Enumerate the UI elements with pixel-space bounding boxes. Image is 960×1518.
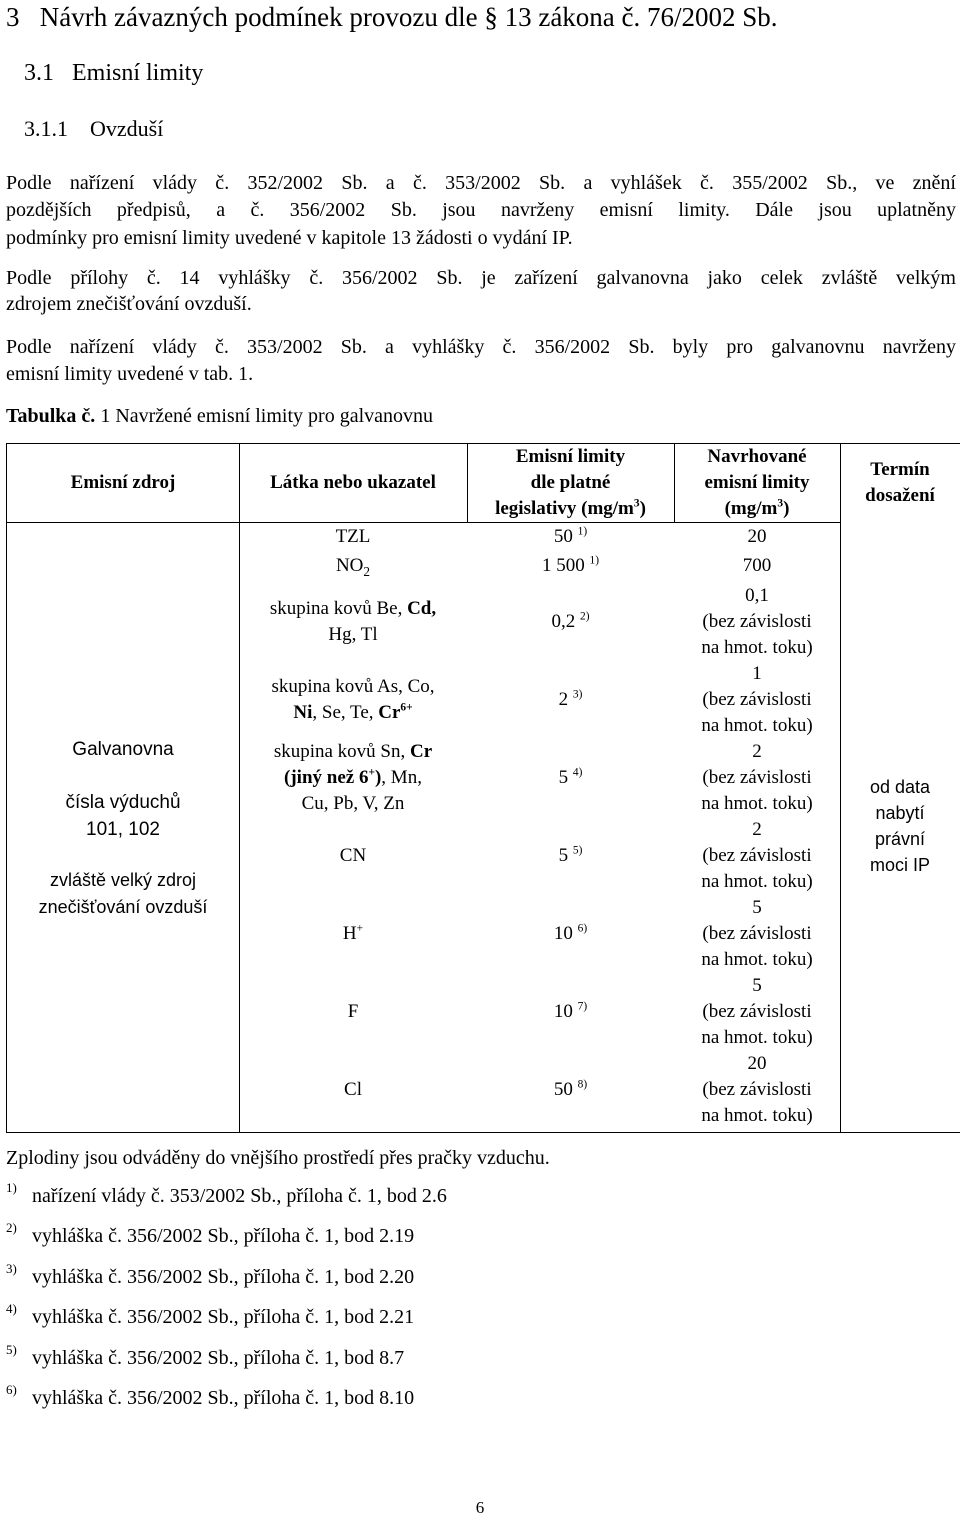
row-sn-cr-proposed-note-2: na hmot. toku)	[701, 793, 813, 814]
row-no2-substance	[239, 553, 467, 579]
heading-3	[24, 116, 163, 142]
row-f-proposed-value: 5	[752, 975, 762, 996]
deadline-line-4: moci IP	[869, 855, 930, 875]
row-f-legal	[467, 999, 674, 1025]
heading-1	[6, 2, 778, 33]
row-tzl-legal-value: 50	[553, 526, 573, 547]
header-legal-limits	[467, 444, 674, 522]
row-f-substance: F	[347, 1001, 359, 1022]
footnote-5-mark: 5)	[6, 1342, 17, 1357]
table-caption	[6, 403, 433, 429]
row-as-co-line-2a: Ni	[293, 702, 313, 723]
header-proposed-line-3-text: (mg/m	[724, 498, 778, 519]
footnote-3-mark: 3)	[6, 1261, 17, 1276]
row-no2-proposed: 700	[742, 555, 772, 576]
row-no2-legal-value: 1 500	[542, 555, 585, 576]
row-no2-legal	[467, 553, 674, 579]
footnote-1-mark: 1)	[6, 1180, 17, 1195]
heading-2-number: 3.1	[24, 60, 54, 86]
row-cl-legal-fn: 8)	[577, 1078, 588, 1091]
source-cell	[7, 736, 239, 921]
row-h-substance-sup: +	[356, 922, 364, 935]
row-f-legal-value: 10	[553, 1001, 573, 1022]
row-be-cd-line-1b: Cd,	[407, 598, 437, 619]
row-h-substance	[239, 921, 467, 947]
heading-1-text: Návrh závazných podmínek provozu dle § 13 zákona č. 76/2002 Sb.	[39, 2, 778, 32]
row-as-co-proposed-value: 1	[752, 663, 762, 684]
row-be-cd-proposed-note: (bez závislosti	[702, 611, 812, 632]
row-be-cd-proposed-note-2: na hmot. toku)	[701, 637, 813, 658]
row-cn-substance: CN	[339, 845, 367, 866]
row-cl-legal-value: 50	[553, 1079, 573, 1100]
emission-limits-table	[6, 443, 960, 1133]
row-as-co-line-2	[239, 700, 467, 726]
table-caption-label: Tabulka č.	[6, 405, 96, 427]
row-cl-proposed-note: (bez závislosti	[702, 1079, 812, 1100]
footnote-4-mark: 4)	[6, 1301, 17, 1316]
row-cn-legal-fn: 5)	[572, 844, 583, 857]
heading-3-text: Ovzduší	[90, 116, 164, 141]
header-legal-line-2: dle platné	[530, 472, 611, 493]
row-cl-legal	[467, 1077, 674, 1103]
paragraph-1-line-2: pozdějších předpisů, a č. 356/2002 Sb. jsou navrženy emisní limity. Dále jsou uplatněny	[6, 199, 956, 221]
header-proposed-line-1: Navrhované	[707, 446, 807, 467]
row-sn-cr-line-3: Cu, Pb, V, Zn	[301, 793, 405, 814]
heading-2	[24, 60, 203, 87]
row-tzl-substance: TZL	[335, 526, 371, 547]
row-h-proposed-note-2: na hmot. toku)	[701, 949, 813, 970]
row-no2-substance-sub: 2	[363, 563, 371, 579]
heading-3-number: 3.1.1	[24, 116, 68, 141]
row-f-legal-fn: 7)	[577, 1000, 588, 1013]
row-sn-cr-line-2a: (jiný než 6	[284, 767, 369, 788]
source-line-5: znečišťování ovzduší	[38, 897, 208, 917]
row-as-co-line-2sup: 6+	[400, 701, 413, 714]
footnote-5-text: vyhláška č. 356/2002 Sb., příloha č. 1, bod 8.7	[32, 1347, 405, 1369]
header-proposed-line-3	[674, 496, 840, 522]
deadline-line-3: právní	[874, 829, 926, 849]
header-deadline-line-2: dosažení	[865, 485, 935, 506]
row-as-co-line-2b: , Se, Te,	[312, 702, 379, 723]
header-legal-line-3	[467, 496, 674, 522]
deadline-cell	[840, 774, 960, 878]
row-cl-substance: Cl	[344, 1079, 362, 1100]
row-h-legal-fn: 6)	[577, 922, 588, 935]
paragraph-1-line-1: Podle nařízení vlády č. 352/2002 Sb. a č. 353/2002 Sb. a vyhlášek č. 355/2002 Sb., ve znění	[6, 172, 956, 194]
source-line-2: čísla výduchů	[65, 792, 181, 813]
row-tzl-legal	[467, 524, 674, 550]
header-legal-sup: 3	[633, 497, 640, 510]
row-cl-proposed	[674, 1051, 840, 1129]
row-sn-cr-proposed	[674, 739, 840, 817]
header-legal-line-3-text: legislativy (mg/m	[495, 498, 634, 519]
row-sn-cr-line-1	[239, 739, 467, 765]
table-header-divider	[7, 522, 840, 523]
heading-1-number: 3	[6, 2, 20, 32]
header-proposed-close: )	[783, 498, 790, 519]
row-f-proposed	[674, 973, 840, 1051]
row-h-proposed	[674, 895, 840, 973]
deadline-line-1: od data	[869, 777, 931, 797]
row-no2-legal-fn: 1)	[589, 554, 599, 567]
row-be-cd-line-2: Hg, Tl	[328, 624, 378, 645]
row-as-co-line-1: skupina kovů As, Co,	[271, 676, 435, 697]
paragraph-3-line-1: Podle nařízení vlády č. 353/2002 Sb. a vyhlášky č. 356/2002 Sb. byly pro galvanovnu navrženy	[6, 336, 956, 358]
paragraph-2-line-2: zdrojem znečišťování ovzduší.	[6, 293, 252, 315]
row-as-co-legal-value: 2	[558, 689, 569, 710]
paragraph-2-line-1: Podle přílohy č. 14 vyhlášky č. 356/2002 Sb. je zařízení galvanovna jako celek zvláště velkým	[6, 267, 956, 289]
row-be-cd-legal-fn: 2)	[580, 610, 590, 623]
row-f-proposed-note-2: na hmot. toku)	[701, 1027, 813, 1048]
row-sn-cr-line-1a: skupina kovů Sn,	[273, 741, 411, 762]
row-be-cd-substance	[239, 596, 467, 648]
row-cn-proposed	[674, 817, 840, 895]
header-emission-source: Emisní zdroj	[70, 472, 176, 493]
row-sn-cr-legal	[467, 765, 674, 791]
row-no2-substance-text: NO	[335, 555, 364, 576]
footnote-3-text: vyhláška č. 356/2002 Sb., příloha č. 1, bod 2.20	[32, 1266, 415, 1288]
row-cl-proposed-note-2: na hmot. toku)	[701, 1105, 813, 1126]
row-cn-legal	[467, 843, 674, 869]
row-as-co-legal	[467, 687, 674, 713]
page-number: 6	[475, 1498, 485, 1517]
row-tzl-legal-fn: 1)	[577, 525, 588, 538]
source-line-1: Galvanovna	[72, 739, 174, 760]
row-sn-cr-proposed-note: (bez závislosti	[702, 767, 812, 788]
paragraph-1-line-3: podmínky pro emisní limity uvedené v kapitole 13 žádosti o vydání IP.	[6, 227, 573, 249]
header-substance: Látka nebo ukazatel	[270, 472, 436, 493]
row-as-co-legal-fn: 3)	[572, 688, 583, 701]
source-line-3: 101, 102	[86, 819, 160, 840]
row-cl-proposed-value: 20	[747, 1053, 767, 1074]
row-sn-cr-line-2sup: +	[368, 766, 375, 779]
row-sn-cr-line-1b: Cr	[410, 741, 433, 762]
table-caption-text: 1 Navržené emisní limity pro galvanovnu	[95, 405, 434, 427]
header-proposed-limits	[674, 444, 840, 522]
row-be-cd-line-1	[239, 596, 467, 622]
header-legal-line-1: Emisní limity	[515, 446, 626, 467]
heading-2-text: Emisní limity	[72, 60, 204, 86]
header-proposed-line-2: emisní limity	[704, 472, 810, 493]
row-h-substance-text: H	[342, 923, 357, 944]
paragraph-3-line-2: emisní limity uvedené v tab. 1.	[6, 363, 254, 385]
row-cn-proposed-note-2: na hmot. toku)	[701, 871, 813, 892]
header-deadline-line-1: Termín	[870, 459, 930, 480]
row-h-proposed-note: (bez závislosti	[702, 923, 812, 944]
row-as-co-substance	[239, 674, 467, 726]
row-f-proposed-note: (bez závislosti	[702, 1001, 812, 1022]
after-table-text: Zplodiny jsou odváděny do vnějšího prostředí přes pračky vzduchu.	[6, 1147, 550, 1169]
row-cn-proposed-note: (bez závislosti	[702, 845, 812, 866]
row-h-legal-value: 10	[553, 923, 573, 944]
header-proposed-sup: 3	[777, 497, 784, 510]
row-sn-cr-proposed-value: 2	[752, 741, 762, 762]
row-sn-cr-line-2c: , Mn,	[381, 767, 422, 788]
row-sn-cr-line-2	[239, 765, 467, 791]
row-sn-cr-substance	[239, 739, 467, 817]
row-sn-cr-legal-value: 5	[558, 767, 569, 788]
header-deadline	[840, 457, 960, 509]
footnote-2-mark: 2)	[6, 1220, 17, 1235]
footnote-1-text: nařízení vlády č. 353/2002 Sb., příloha č. 1, bod 2.6	[32, 1185, 447, 1207]
row-be-cd-legal-value: 0,2	[551, 611, 576, 632]
row-as-co-line-2c: Cr	[378, 702, 401, 723]
row-as-co-proposed	[674, 661, 840, 739]
row-h-proposed-value: 5	[752, 897, 762, 918]
row-be-cd-line-1a: skupina kovů Be,	[269, 598, 408, 619]
footnote-6-text: vyhláška č. 356/2002 Sb., příloha č. 1, bod 8.10	[32, 1387, 415, 1409]
deadline-line-2: nabytí	[875, 803, 925, 823]
row-sn-cr-legal-fn: 4)	[572, 766, 583, 779]
row-tzl-proposed: 20	[747, 526, 767, 547]
header-legal-close: )	[639, 498, 646, 519]
row-h-legal	[467, 921, 674, 947]
row-be-cd-proposed	[674, 583, 840, 661]
footnote-6-mark: 6)	[6, 1382, 17, 1397]
row-cn-legal-value: 5	[558, 845, 569, 866]
row-as-co-proposed-note: (bez závislosti	[702, 689, 812, 710]
footnote-2-text: vyhláška č. 356/2002 Sb., příloha č. 1, bod 2.19	[32, 1225, 415, 1247]
row-sn-cr-line-2b: )	[374, 767, 382, 788]
source-line-4: zvláště velký zdroj	[49, 870, 197, 890]
row-as-co-proposed-note-2: na hmot. toku)	[701, 715, 813, 736]
footnote-4-text: vyhláška č. 356/2002 Sb., příloha č. 1, bod 2.21	[32, 1306, 415, 1328]
row-cn-proposed-value: 2	[752, 819, 762, 840]
row-be-cd-legal	[467, 609, 674, 635]
row-be-cd-proposed-value: 0,1	[745, 585, 769, 606]
